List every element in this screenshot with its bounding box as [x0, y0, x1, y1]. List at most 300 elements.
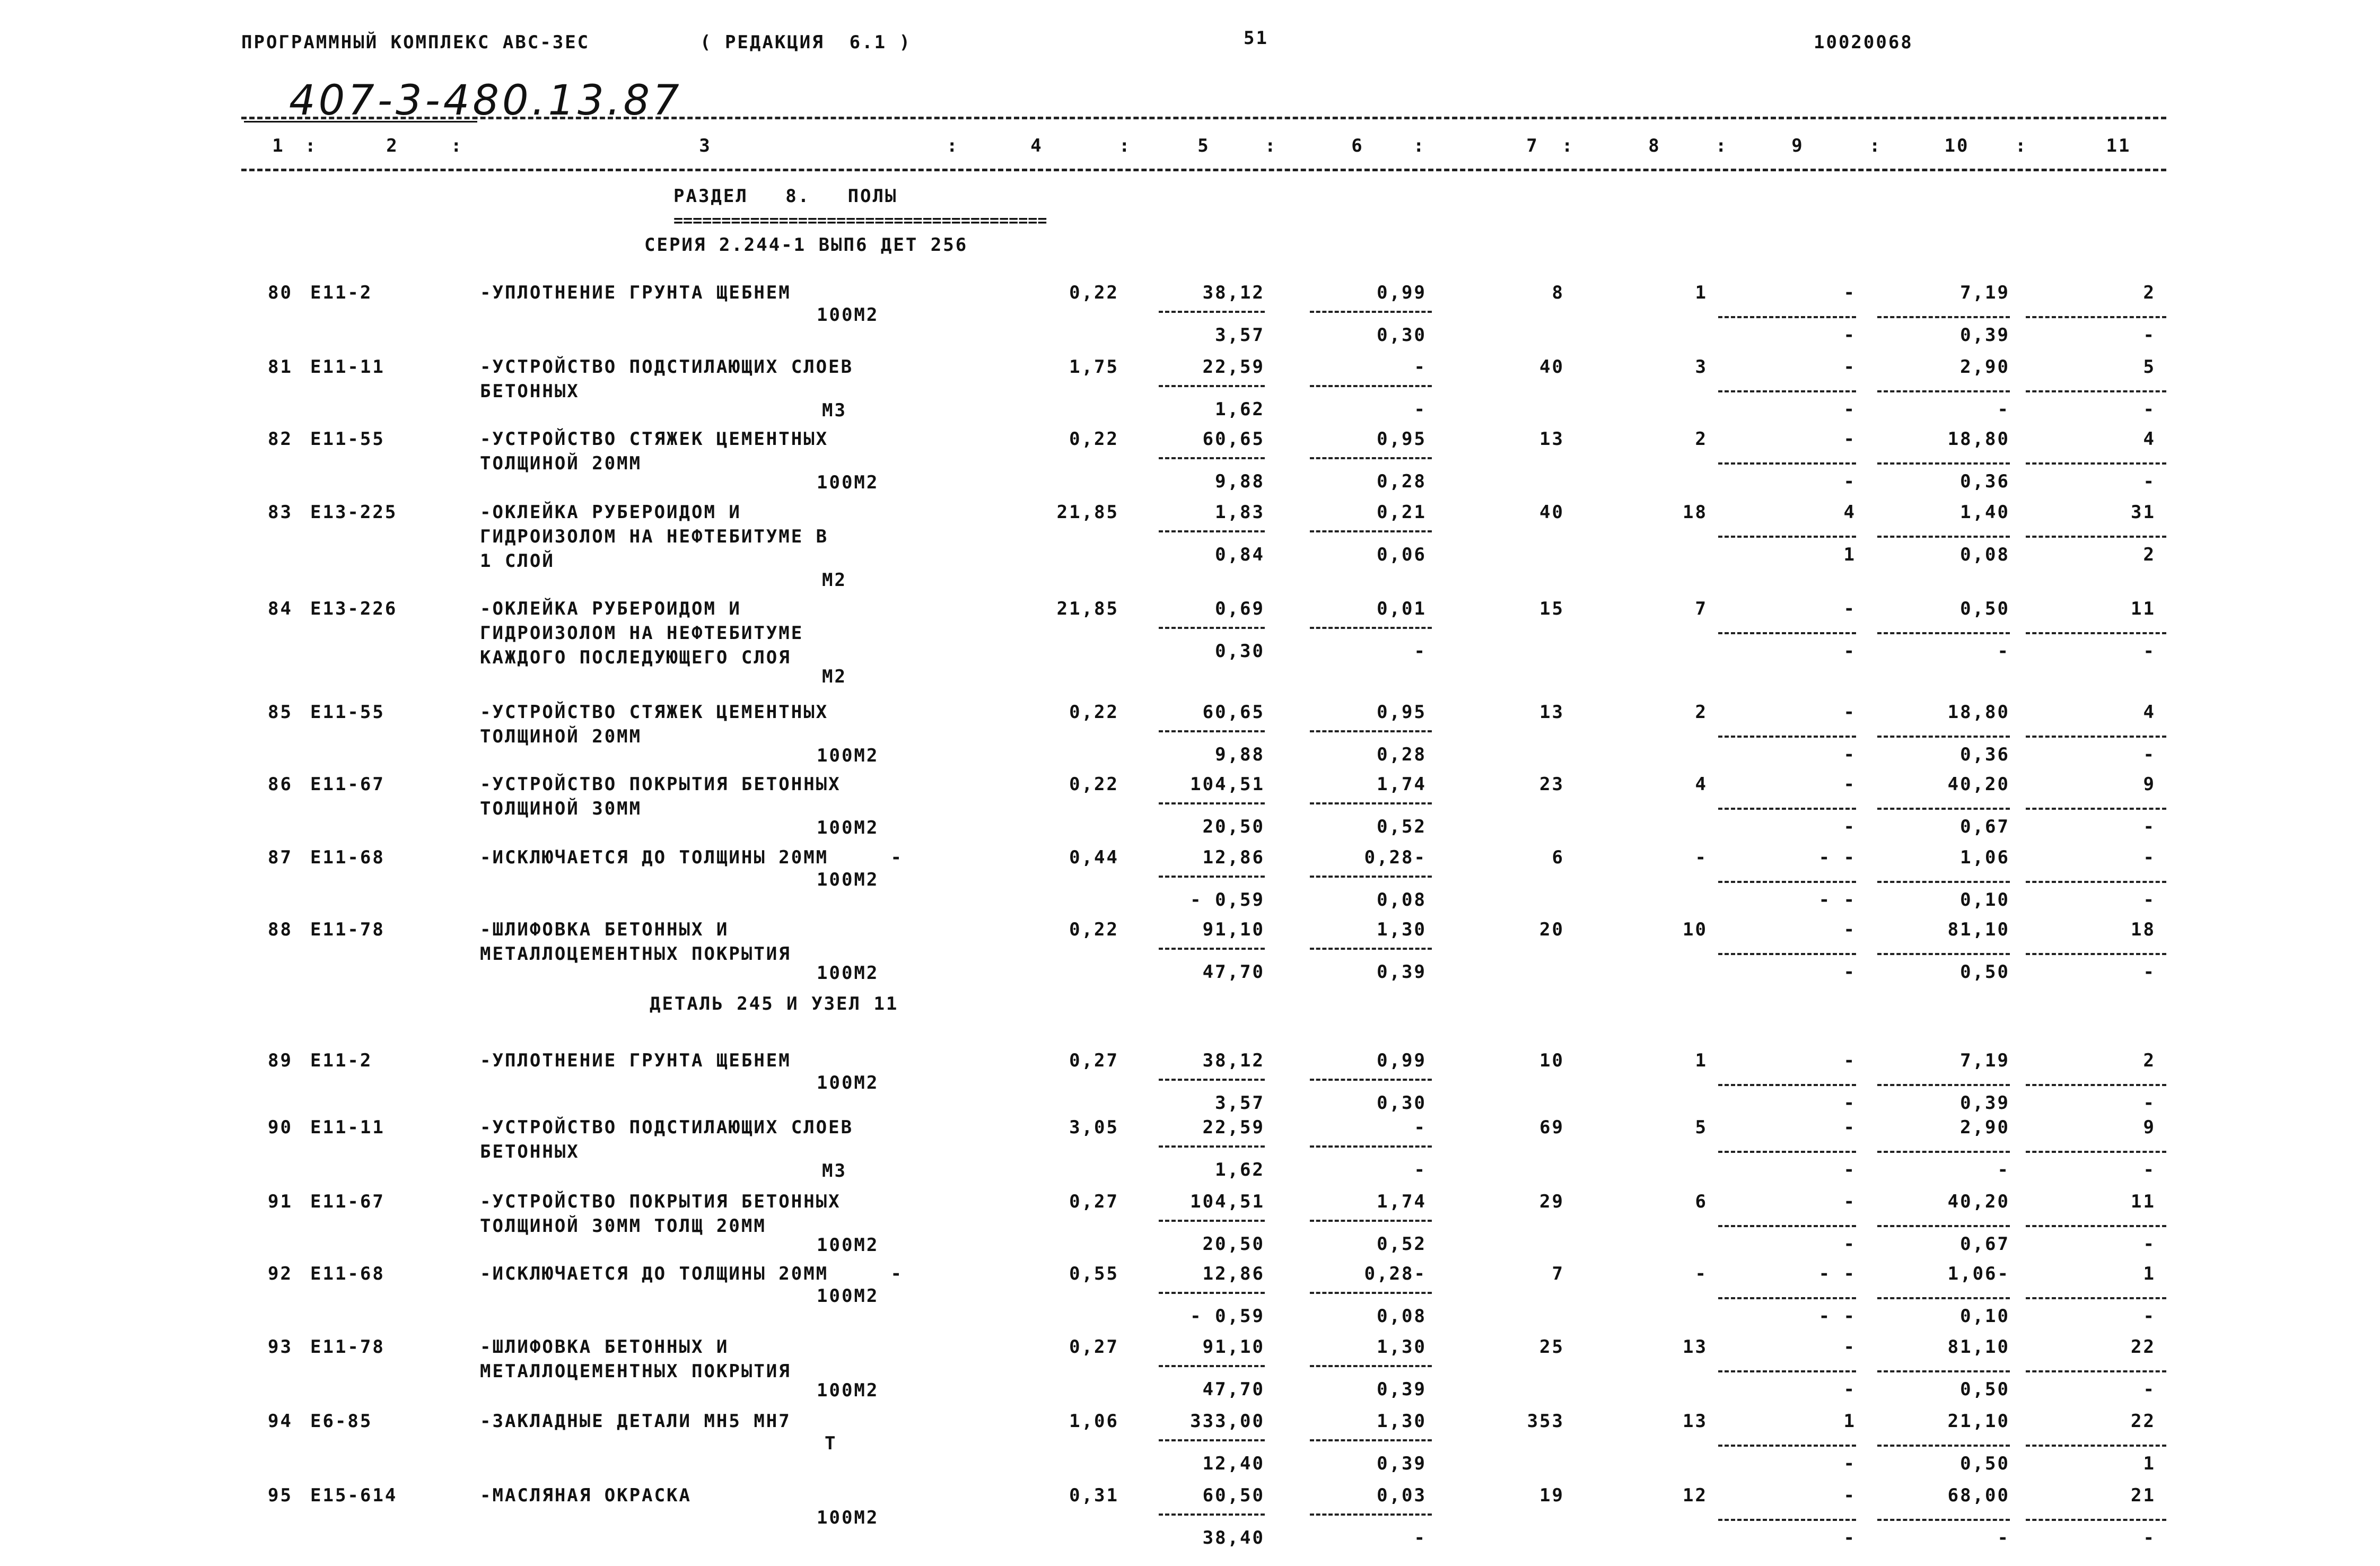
row-col11-sub: 2	[2143, 544, 2156, 565]
row-col10-sub: 0,36	[1960, 744, 2010, 765]
row-quantity: 21,85	[1056, 502, 1119, 523]
row-price-machine-wages: 0,52	[1377, 816, 1427, 837]
price-divider	[1310, 1220, 1432, 1222]
row-col7: 20	[1539, 919, 1564, 940]
row-col11: -	[2143, 847, 2156, 868]
row-number: 82	[268, 428, 293, 450]
price-divider	[1159, 876, 1265, 878]
row-price-machines: 1,74	[1377, 1191, 1427, 1212]
row-col9: - -	[1818, 1263, 1856, 1284]
row-description: -УСТРОЙСТВО СТЯЖЕК ЦЕМЕНТНЫХ	[480, 428, 829, 450]
row-col8: 3	[1695, 356, 1708, 378]
row-col7: 19	[1539, 1485, 1564, 1506]
row-description: -ШЛИФОВКА БЕТОННЫХ И	[480, 1336, 729, 1358]
row-col10: 81,10	[1947, 1336, 2010, 1358]
row-col9-sub: -	[1843, 471, 1856, 492]
row-col7: 6	[1552, 847, 1564, 868]
row-price-total: 38,12	[1202, 282, 1265, 303]
row-col11-sub: -	[2143, 961, 2156, 983]
row-col11: 11	[2131, 598, 2156, 619]
price-divider	[1159, 948, 1265, 950]
row-price-wages: - 0,59	[1190, 1306, 1265, 1327]
row-col7: 7	[1552, 1263, 1564, 1284]
row-description: -ШЛИФОВКА БЕТОННЫХ И	[480, 919, 729, 940]
row-col7: 10	[1539, 1050, 1564, 1071]
price-divider	[1159, 1220, 1265, 1222]
row-col7: 23	[1539, 774, 1564, 795]
page-number: 51	[1244, 28, 1268, 49]
cost-divider	[1718, 1519, 1856, 1521]
price-divider	[1310, 1513, 1432, 1516]
row-price-machine-wages: 0,30	[1377, 325, 1427, 346]
row-code: Е11-55	[310, 702, 385, 723]
row-description: -УСТРОЙСТВО ПОКРЫТИЯ БЕТОННЫХ	[480, 1191, 841, 1212]
cost-divider	[2026, 1297, 2166, 1299]
row-price-wages: 9,88	[1215, 471, 1265, 492]
price-divider	[1159, 1292, 1265, 1294]
row-price-wages: 0,84	[1215, 544, 1265, 565]
price-divider	[1310, 948, 1432, 950]
row-price-machine-wages: 0,39	[1377, 1379, 1427, 1400]
row-price-total: 91,10	[1202, 1336, 1265, 1358]
row-quantity: 21,85	[1056, 598, 1119, 619]
cost-divider	[2026, 1370, 2166, 1372]
row-price-wages: 1,62	[1215, 399, 1265, 420]
row-col9: -	[1843, 1117, 1856, 1138]
row-col8: 4	[1695, 774, 1708, 795]
row-col7: 29	[1539, 1191, 1564, 1212]
row-price-wages: 20,50	[1202, 816, 1265, 837]
cost-divider	[1718, 1151, 1856, 1153]
series-label: СЕРИЯ 2.244-1 ВЫП6 ДЕТ 256	[644, 234, 968, 256]
row-quantity: 0,22	[1069, 282, 1119, 303]
cost-divider	[2026, 1225, 2166, 1227]
row-col11-sub: -	[2143, 1379, 2156, 1400]
row-unit: М3	[822, 1160, 847, 1182]
row-unit: 100М2	[817, 1507, 879, 1528]
row-col9: 1	[1843, 1411, 1856, 1432]
row-number: 91	[268, 1191, 293, 1212]
row-col11: 31	[2131, 502, 2156, 523]
row-description: -УСТРОЙСТВО ПОДСТИЛАЮЩИХ СЛОЕВ	[480, 1117, 854, 1138]
row-col10: 7,19	[1960, 1050, 2010, 1071]
cost-divider	[2026, 736, 2166, 738]
row-col10: 7,19	[1960, 282, 2010, 303]
row-price-total: 60,50	[1202, 1485, 1265, 1506]
row-price-machine-wages: -	[1414, 1159, 1427, 1180]
cost-divider	[1877, 881, 2010, 883]
row-price-wages: - 0,59	[1190, 889, 1265, 911]
column-number-8: 8	[1648, 135, 1661, 156]
row-unit: 100М2	[817, 1072, 879, 1093]
row-price-machine-wages: 0,28	[1377, 471, 1427, 492]
handwritten-underline	[244, 121, 477, 123]
cost-divider	[1877, 462, 2010, 465]
row-price-total: 22,59	[1202, 356, 1265, 378]
row-price-machines: 0,99	[1377, 1050, 1427, 1071]
row-col9-sub: -	[1843, 641, 1856, 662]
price-divider	[1310, 385, 1432, 387]
column-number-9: 9	[1791, 135, 1804, 156]
row-quantity: 0,27	[1069, 1336, 1119, 1358]
row-col9-sub: 1	[1843, 544, 1856, 565]
row-col11: 1	[2143, 1263, 2156, 1284]
row-unit: 100М2	[817, 963, 879, 984]
row-price-wages: 3,57	[1215, 325, 1265, 346]
row-col7: 40	[1539, 502, 1564, 523]
cost-divider	[1877, 1225, 2010, 1227]
row-col8: 13	[1683, 1411, 1708, 1432]
cost-divider	[2026, 632, 2166, 634]
row-col9-sub: - -	[1818, 889, 1856, 911]
price-divider	[1310, 1145, 1432, 1148]
row-col9-sub: -	[1843, 1453, 1856, 1474]
row-description: -УПЛОТНЕНИЕ ГРУНТА ЩЕБНЕМ	[480, 1050, 791, 1071]
row-col11: 2	[2143, 282, 2156, 303]
column-separator: :	[947, 135, 959, 156]
row-col9-sub: -	[1843, 816, 1856, 837]
row-col9: -	[1843, 1191, 1856, 1212]
price-divider	[1310, 530, 1432, 532]
row-quantity: 0,55	[1069, 1263, 1119, 1284]
row-quantity: 0,22	[1069, 428, 1119, 450]
cost-divider	[2026, 536, 2166, 538]
column-number-5: 5	[1197, 135, 1210, 156]
row-col11: 4	[2143, 702, 2156, 723]
cost-divider	[1718, 953, 1856, 955]
row-quantity: 0,22	[1069, 774, 1119, 795]
row-description: -УПЛОТНЕНИЕ ГРУНТА ЩЕБНЕМ	[480, 282, 791, 303]
row-unit: 100М2	[817, 817, 879, 838]
row-col9-sub: -	[1843, 1159, 1856, 1180]
row-col7: 8	[1552, 282, 1564, 303]
row-quantity: 0,27	[1069, 1191, 1119, 1212]
column-number-6: 6	[1351, 135, 1364, 156]
price-divider	[1310, 730, 1432, 732]
row-col10: 2,90	[1960, 1117, 2010, 1138]
row-price-total: 12,86	[1202, 847, 1265, 868]
row-description: -МАСЛЯНАЯ ОКРАСКА	[480, 1485, 692, 1506]
row-col10-sub: 0,10	[1960, 1306, 2010, 1327]
row-price-machines: 0,28-	[1364, 847, 1427, 868]
row-col10: 40,20	[1947, 774, 2010, 795]
price-divider	[1159, 1439, 1265, 1441]
cost-divider	[1718, 1445, 1856, 1447]
price-divider	[1159, 1365, 1265, 1367]
row-price-machines: 0,95	[1377, 702, 1427, 723]
row-number: 85	[268, 702, 293, 723]
row-description: КАЖДОГО ПОСЛЕДУЮЩЕГО СЛОЯ	[480, 647, 791, 668]
price-divider	[1159, 627, 1265, 629]
column-separator: :	[1716, 135, 1728, 156]
cost-divider	[1718, 1297, 1856, 1299]
cost-divider	[2026, 808, 2166, 810]
row-unit: 100М2	[817, 304, 879, 326]
row-col11: 9	[2143, 774, 2156, 795]
cost-divider	[1877, 736, 2010, 738]
row-code: Е15-614	[310, 1485, 398, 1506]
row-col10: 81,10	[1947, 919, 2010, 940]
row-price-machine-wages: 0,39	[1377, 961, 1427, 983]
row-col10-sub: -	[1997, 399, 2010, 420]
row-number: 89	[268, 1050, 293, 1071]
cost-divider	[1877, 808, 2010, 810]
table-top-rule	[241, 117, 2166, 119]
cost-divider	[1877, 632, 2010, 634]
column-number-2: 2	[386, 135, 399, 156]
row-code: Е6-85	[310, 1411, 373, 1432]
row-quantity: 0,22	[1069, 919, 1119, 940]
row-number: 94	[268, 1411, 293, 1432]
cost-divider	[1877, 1370, 2010, 1372]
row-col10-sub: 0,39	[1960, 1092, 2010, 1114]
row-code: Е11-78	[310, 1336, 385, 1358]
column-separator: :	[305, 135, 318, 156]
row-code: Е11-78	[310, 919, 385, 940]
row-price-machine-wages: 0,39	[1377, 1453, 1427, 1474]
row-col9: -	[1843, 598, 1856, 619]
row-col8: 18	[1683, 502, 1708, 523]
price-divider	[1159, 802, 1265, 804]
price-divider	[1159, 1145, 1265, 1148]
row-col9-sub: -	[1843, 1092, 1856, 1114]
row-col8: -	[1695, 1263, 1708, 1284]
row-unit: М2	[822, 570, 847, 591]
row-col10: 21,10	[1947, 1411, 2010, 1432]
row-code: Е13-226	[310, 598, 398, 619]
row-col9-sub: -	[1843, 325, 1856, 346]
row-col11-sub: -	[2143, 889, 2156, 911]
row-description: ТОЛЩИНОЙ 20ММ	[480, 453, 642, 474]
price-divider	[1310, 627, 1432, 629]
cost-divider	[1718, 316, 1856, 318]
row-description: -УСТРОЙСТВО СТЯЖЕК ЦЕМЕНТНЫХ	[480, 702, 829, 723]
cost-divider	[1877, 953, 2010, 955]
cost-divider	[1718, 736, 1856, 738]
row-code: Е11-55	[310, 428, 385, 450]
row-col11: 9	[2143, 1117, 2156, 1138]
row-col11-sub: -	[2143, 744, 2156, 765]
row-col10-sub: 0,67	[1960, 816, 2010, 837]
row-number: 81	[268, 356, 293, 378]
column-number-11: 11	[2106, 135, 2131, 156]
row-col11: 4	[2143, 428, 2156, 450]
cost-divider	[2026, 953, 2166, 955]
column-separator: :	[1119, 135, 1132, 156]
row-col11-sub: -	[2143, 1159, 2156, 1180]
row-col9: -	[1843, 428, 1856, 450]
column-number-7: 7	[1526, 135, 1539, 156]
row-price-machines: 0,03	[1377, 1485, 1427, 1506]
price-divider	[1159, 730, 1265, 732]
row-col11-sub: -	[2143, 471, 2156, 492]
row-col11-sub: -	[2143, 325, 2156, 346]
row-price-total: 91,10	[1202, 919, 1265, 940]
column-separator: :	[1562, 135, 1574, 156]
row-number: 80	[268, 282, 293, 303]
cost-divider	[2026, 390, 2166, 392]
column-number-10: 10	[1944, 135, 1970, 156]
row-quantity: 0,31	[1069, 1485, 1119, 1506]
table-header-rule	[241, 169, 2166, 171]
row-price-machine-wages: 0,08	[1377, 1306, 1427, 1327]
column-separator: :	[1265, 135, 1278, 156]
row-col10-sub: 0,50	[1960, 961, 2010, 983]
cost-divider	[1877, 316, 2010, 318]
row-price-wages: 0,30	[1215, 641, 1265, 662]
row-col8: 13	[1683, 1336, 1708, 1358]
row-code: Е11-68	[310, 847, 385, 868]
row-price-machines: 0,01	[1377, 598, 1427, 619]
cost-divider	[2026, 881, 2166, 883]
row-price-wages: 12,40	[1202, 1453, 1265, 1474]
row-col8: 2	[1695, 428, 1708, 450]
column-number-3: 3	[699, 135, 712, 156]
column-separator: :	[1869, 135, 1882, 156]
row-col8: 7	[1695, 598, 1708, 619]
column-separator: :	[1413, 135, 1426, 156]
row-col9: -	[1843, 1485, 1856, 1506]
column-number-4: 4	[1030, 135, 1043, 156]
row-description: ГИДРОИЗОЛОМ НА НЕФТЕБИТУМЕ В	[480, 526, 829, 547]
row-price-total: 38,12	[1202, 1050, 1265, 1071]
row-number: 84	[268, 598, 293, 619]
row-description: -ЗАКЛАДНЫЕ ДЕТАЛИ МН5 МН7	[480, 1411, 791, 1432]
row-number: 88	[268, 919, 293, 940]
row-price-total: 0,69	[1215, 598, 1265, 619]
row-price-machines: 0,21	[1377, 502, 1427, 523]
cost-divider	[1718, 881, 1856, 883]
cost-divider	[1718, 390, 1856, 392]
row-price-total: 1,83	[1215, 502, 1265, 523]
row-number: 90	[268, 1117, 293, 1138]
section-title: РАЗДЕЛ 8. ПОЛЫ	[673, 186, 898, 207]
row-col9-sub: -	[1843, 744, 1856, 765]
row-unit: Т	[825, 1433, 837, 1454]
row-col10-sub: 0,10	[1960, 889, 2010, 911]
row-col11: 21	[2131, 1485, 2156, 1506]
row-col7: 353	[1527, 1411, 1564, 1432]
row-col11-sub: -	[2143, 816, 2156, 837]
row-unit: 100М2	[817, 1235, 879, 1256]
row-description: ТОЛЩИНОЙ 20ММ	[480, 726, 642, 747]
row-price-total: 60,65	[1202, 702, 1265, 723]
cost-divider	[1718, 1084, 1856, 1086]
row-price-machine-wages: 0,30	[1377, 1092, 1427, 1114]
cost-divider	[2026, 1151, 2166, 1153]
row-col9-sub: - -	[1818, 1306, 1856, 1327]
row-code: Е11-2	[310, 282, 373, 303]
row-col9: -	[1843, 1336, 1856, 1358]
price-divider	[1310, 1365, 1432, 1367]
row-price-machines: 1,30	[1377, 919, 1427, 940]
row-quantity: 0,44	[1069, 847, 1119, 868]
cost-divider	[1877, 1084, 2010, 1086]
row-description: БЕТОННЫХ	[480, 1141, 580, 1162]
handwritten-code: 407-3-480.13.87	[289, 77, 682, 125]
row-col10-sub: -	[1997, 1159, 2010, 1180]
row-price-machine-wages: 0,08	[1377, 889, 1427, 911]
price-divider	[1159, 457, 1265, 459]
row-price-machines: 0,99	[1377, 282, 1427, 303]
row-col7: 13	[1539, 428, 1564, 450]
row-col11: 22	[2131, 1411, 2156, 1432]
row-col9: -	[1843, 774, 1856, 795]
row-price-total: 22,59	[1202, 1117, 1265, 1138]
row-col10: 18,80	[1947, 702, 2010, 723]
cost-divider	[1877, 1151, 2010, 1153]
row-col10-sub: -	[1997, 1527, 2010, 1548]
row-code: Е11-11	[310, 356, 385, 378]
row-price-wages: 47,70	[1202, 961, 1265, 983]
row-price-wages: 20,50	[1202, 1233, 1265, 1255]
row-col7: 69	[1539, 1117, 1564, 1138]
row-price-machine-wages: 0,28	[1377, 744, 1427, 765]
row-col11-sub: -	[2143, 399, 2156, 420]
row-quantity: 1,06	[1069, 1411, 1119, 1432]
row-col8: -	[1695, 847, 1708, 868]
program-title: ПРОГРАММНЫЙ КОМПЛЕКС АВС-3ЕС	[241, 32, 590, 53]
row-description: -ОКЛЕЙКА РУБЕРОИДОМ И	[480, 502, 741, 523]
cost-divider	[2026, 1519, 2166, 1521]
row-col9: -	[1843, 919, 1856, 940]
row-col7: 25	[1539, 1336, 1564, 1358]
row-col9: - -	[1818, 847, 1856, 868]
row-price-total: 104,51	[1190, 774, 1265, 795]
row-col7: 15	[1539, 598, 1564, 619]
row-col11-sub: 1	[2143, 1453, 2156, 1474]
row-price-machine-wages: -	[1414, 1527, 1427, 1548]
row-description: -УСТРОЙСТВО ПОКРЫТИЯ БЕТОННЫХ	[480, 774, 841, 795]
row-col7: 40	[1539, 356, 1564, 378]
row-code: Е11-11	[310, 1117, 385, 1138]
row-price-total: 333,00	[1190, 1411, 1265, 1432]
row-price-machine-wages: 0,06	[1377, 544, 1427, 565]
row-col9: -	[1843, 702, 1856, 723]
row-col11-sub: -	[2143, 1092, 2156, 1114]
row-col11-sub: -	[2143, 1306, 2156, 1327]
row-quantity: 0,22	[1069, 702, 1119, 723]
row-col9-sub: -	[1843, 399, 1856, 420]
row-price-total: 12,86	[1202, 1263, 1265, 1284]
row-col9-sub: -	[1843, 1527, 1856, 1548]
row-description: ТОЛЩИНОЙ 30ММ	[480, 798, 642, 819]
row-col8: 6	[1695, 1191, 1708, 1212]
row-description: -УСТРОЙСТВО ПОДСТИЛАЮЩИХ СЛОЕВ	[480, 356, 854, 378]
row-quantity: 3,05	[1069, 1117, 1119, 1138]
row-price-machines: -	[1414, 1117, 1427, 1138]
row-number: 92	[268, 1263, 293, 1284]
cost-divider	[1877, 1297, 2010, 1299]
cost-divider	[2026, 1445, 2166, 1447]
row-unit: М2	[822, 666, 847, 687]
row-description: БЕТОННЫХ	[480, 381, 580, 402]
row-price-machine-wages: -	[1414, 399, 1427, 420]
row-col9: -	[1843, 282, 1856, 303]
column-separator: :	[451, 135, 463, 156]
row-col11: 2	[2143, 1050, 2156, 1071]
row-col11: 5	[2143, 356, 2156, 378]
price-divider	[1159, 530, 1265, 532]
row-col10-sub: 0,50	[1960, 1379, 2010, 1400]
row-price-machines: 1,30	[1377, 1336, 1427, 1358]
row-col11-sub: -	[2143, 1233, 2156, 1255]
row-col11: 22	[2131, 1336, 2156, 1358]
price-divider	[1310, 311, 1432, 313]
row-unit: 100М2	[817, 869, 879, 890]
row-price-wages: 47,70	[1202, 1379, 1265, 1400]
row-col9-sub: -	[1843, 1379, 1856, 1400]
